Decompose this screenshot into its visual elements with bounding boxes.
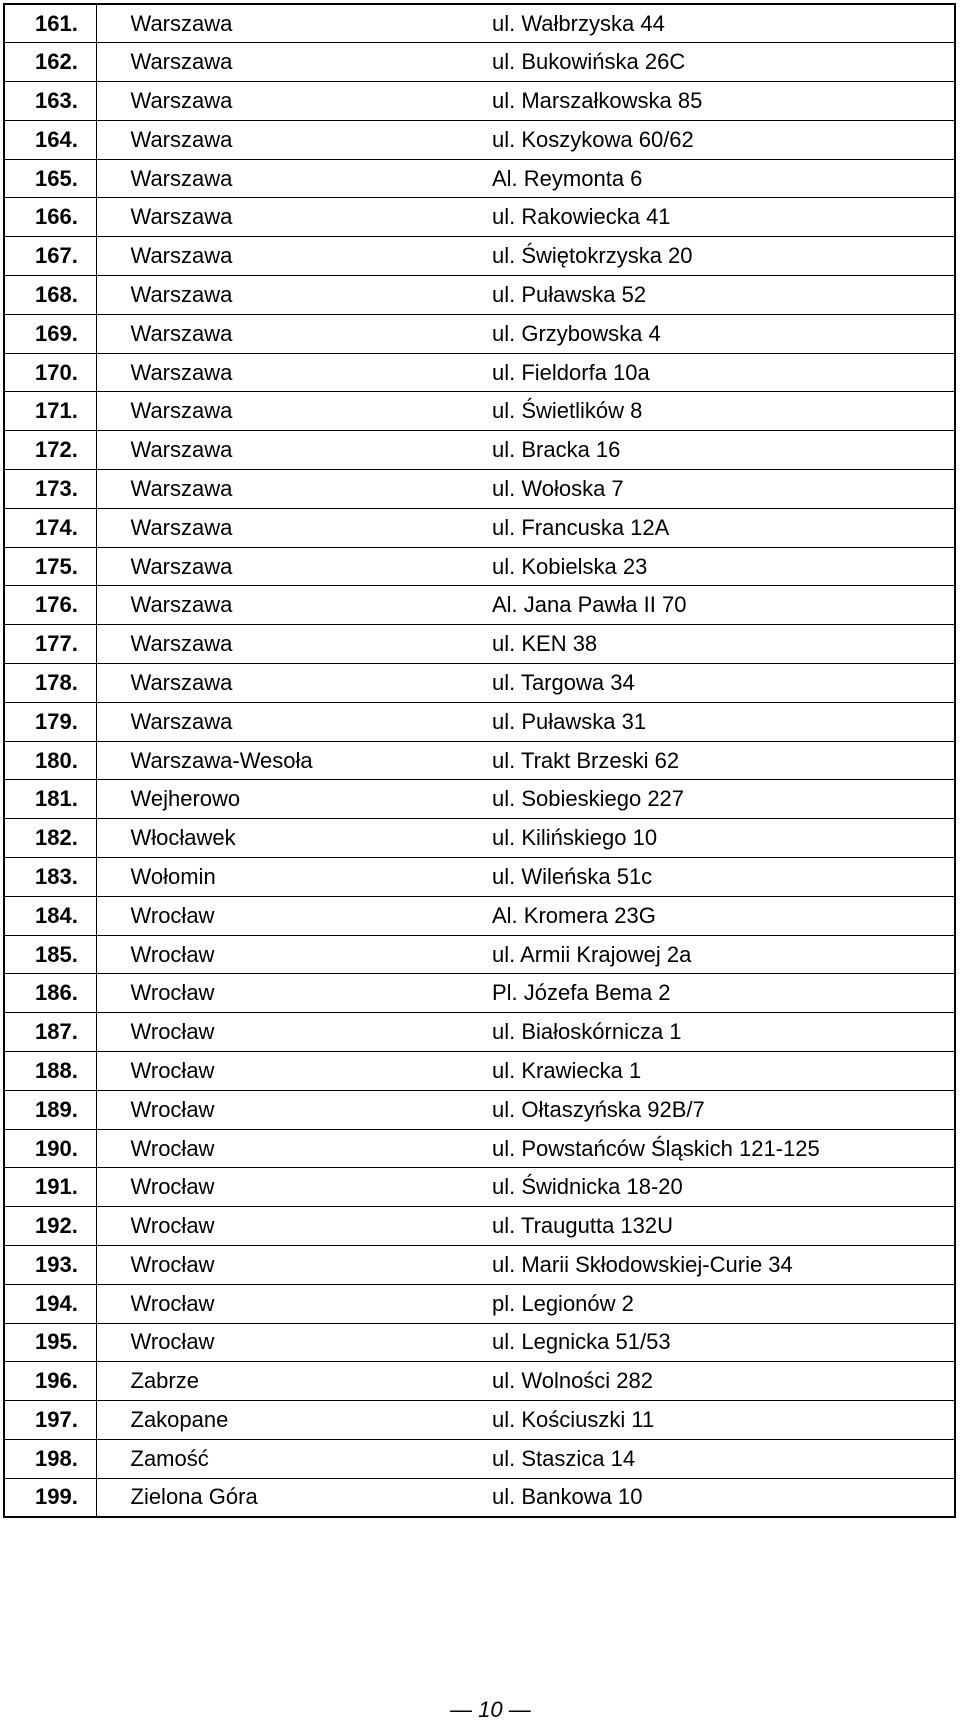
table-row <box>4 547 955 586</box>
row-number: 171. <box>4 392 96 431</box>
row-address: ul. Grzybowska 4 <box>486 314 955 353</box>
table-row <box>4 1207 955 1246</box>
row-address: ul. Traugutta 132U <box>486 1207 955 1246</box>
table-row <box>4 1090 955 1129</box>
row-city: Wrocław <box>96 1323 486 1362</box>
row-city: Warszawa <box>96 586 486 625</box>
table-row <box>4 780 955 819</box>
row-address: ul. Ołtaszyńska 92B/7 <box>486 1090 955 1129</box>
row-number: 190. <box>4 1129 96 1168</box>
table-row <box>4 353 955 392</box>
row-city: Warszawa <box>96 276 486 315</box>
row-address: Al. Jana Pawła II 70 <box>486 586 955 625</box>
row-address: ul. Marszałkowska 85 <box>486 82 955 121</box>
row-number: 198. <box>4 1439 96 1478</box>
table-row <box>4 1168 955 1207</box>
row-city: Warszawa <box>96 4 486 43</box>
row-address: ul. Trakt Brzeski 62 <box>486 741 955 780</box>
table-row <box>4 1323 955 1362</box>
table-row <box>4 664 955 703</box>
table-row <box>4 120 955 159</box>
table-row <box>4 43 955 82</box>
row-address: ul. Świdnicka 18-20 <box>486 1168 955 1207</box>
row-city: Warszawa <box>96 470 486 509</box>
table-row <box>4 819 955 858</box>
table-row <box>4 741 955 780</box>
location-table <box>3 3 956 1518</box>
row-city: Warszawa <box>96 353 486 392</box>
table-row <box>4 159 955 198</box>
table-row <box>4 82 955 121</box>
row-city: Zabrze <box>96 1362 486 1401</box>
table-row <box>4 935 955 974</box>
row-number: 178. <box>4 664 96 703</box>
row-city: Warszawa <box>96 198 486 237</box>
row-number: 183. <box>4 858 96 897</box>
row-city: Wrocław <box>96 1129 486 1168</box>
row-city: Warszawa <box>96 237 486 276</box>
table-row <box>4 702 955 741</box>
row-city: Wrocław <box>96 1052 486 1091</box>
row-city: Warszawa <box>96 508 486 547</box>
row-address: ul. Kobielska 23 <box>486 547 955 586</box>
row-address: ul. Kilińskiego 10 <box>486 819 955 858</box>
row-number: 163. <box>4 82 96 121</box>
table-row <box>4 1246 955 1285</box>
row-city: Warszawa <box>96 392 486 431</box>
page-number: — 10 — <box>450 1697 531 1722</box>
row-city: Warszawa <box>96 314 486 353</box>
row-address: ul. Wołoska 7 <box>486 470 955 509</box>
row-city: Włocławek <box>96 819 486 858</box>
row-number: 191. <box>4 1168 96 1207</box>
row-city: Wrocław <box>96 1246 486 1285</box>
row-number: 177. <box>4 625 96 664</box>
row-address: ul. Puławska 52 <box>486 276 955 315</box>
row-city: Zamość <box>96 1439 486 1478</box>
row-number: 196. <box>4 1362 96 1401</box>
row-city: Zielona Góra <box>96 1478 486 1517</box>
table-row <box>4 896 955 935</box>
row-address: ul. Krawiecka 1 <box>486 1052 955 1091</box>
row-address: ul. Rakowiecka 41 <box>486 198 955 237</box>
row-address: ul. Wolności 282 <box>486 1362 955 1401</box>
row-address: ul. Wileńska 51c <box>486 858 955 897</box>
row-number: 166. <box>4 198 96 237</box>
row-address: ul. Francuska 12A <box>486 508 955 547</box>
table-row <box>4 1439 955 1478</box>
table-row <box>4 858 955 897</box>
row-city: Wrocław <box>96 1207 486 1246</box>
row-city: Warszawa <box>96 625 486 664</box>
row-number: 175. <box>4 547 96 586</box>
row-address: ul. Staszica 14 <box>486 1439 955 1478</box>
row-city: Wrocław <box>96 1090 486 1129</box>
row-number: 174. <box>4 508 96 547</box>
row-address: Al. Kromera 23G <box>486 896 955 935</box>
row-number: 182. <box>4 819 96 858</box>
row-number: 176. <box>4 586 96 625</box>
row-number: 194. <box>4 1284 96 1323</box>
row-number: 161. <box>4 4 96 43</box>
row-number: 189. <box>4 1090 96 1129</box>
row-address: ul. Bukowińska 26C <box>486 43 955 82</box>
row-city: Wrocław <box>96 896 486 935</box>
row-city: Wrocław <box>96 1168 486 1207</box>
table-row <box>4 586 955 625</box>
table-row <box>4 1284 955 1323</box>
table-row <box>4 974 955 1013</box>
row-city: Warszawa <box>96 82 486 121</box>
table-row <box>4 1013 955 1052</box>
table-row <box>4 4 955 43</box>
row-number: 184. <box>4 896 96 935</box>
row-address: ul. Legnicka 51/53 <box>486 1323 955 1362</box>
row-number: 199. <box>4 1478 96 1517</box>
row-number: 181. <box>4 780 96 819</box>
row-number: 193. <box>4 1246 96 1285</box>
row-number: 185. <box>4 935 96 974</box>
row-city: Warszawa <box>96 664 486 703</box>
row-address: ul. Targowa 34 <box>486 664 955 703</box>
row-number: 162. <box>4 43 96 82</box>
table-row <box>4 1052 955 1091</box>
table-row <box>4 276 955 315</box>
row-address: ul. Świetlików 8 <box>486 392 955 431</box>
row-number: 197. <box>4 1401 96 1440</box>
row-number: 164. <box>4 120 96 159</box>
row-address: Al. Reymonta 6 <box>486 159 955 198</box>
row-city: Warszawa-Wesoła <box>96 741 486 780</box>
row-number: 188. <box>4 1052 96 1091</box>
row-city: Wrocław <box>96 974 486 1013</box>
row-number: 195. <box>4 1323 96 1362</box>
table-row <box>4 237 955 276</box>
row-address: ul. Puławska 31 <box>486 702 955 741</box>
row-number: 169. <box>4 314 96 353</box>
row-number: 192. <box>4 1207 96 1246</box>
table-row <box>4 1362 955 1401</box>
row-number: 187. <box>4 1013 96 1052</box>
row-address: pl. Legionów 2 <box>486 1284 955 1323</box>
row-address: ul. Bankowa 10 <box>486 1478 955 1517</box>
table-row <box>4 1129 955 1168</box>
table-row <box>4 625 955 664</box>
row-address: ul. Marii Skłodowskiej-Curie 34 <box>486 1246 955 1285</box>
row-number: 168. <box>4 276 96 315</box>
row-city: Warszawa <box>96 43 486 82</box>
row-address: Pl. Józefa Bema 2 <box>486 974 955 1013</box>
row-number: 179. <box>4 702 96 741</box>
row-city: Wrocław <box>96 935 486 974</box>
row-city: Wrocław <box>96 1284 486 1323</box>
table-body <box>4 4 955 1517</box>
row-city: Warszawa <box>96 120 486 159</box>
row-city: Warszawa <box>96 159 486 198</box>
row-address: ul. Świętokrzyska 20 <box>486 237 955 276</box>
table-row <box>4 1401 955 1440</box>
table-row <box>4 470 955 509</box>
row-city: Wejherowo <box>96 780 486 819</box>
table-row <box>4 1478 955 1517</box>
table-row <box>4 431 955 470</box>
row-number: 165. <box>4 159 96 198</box>
row-city: Wrocław <box>96 1013 486 1052</box>
row-number: 172. <box>4 431 96 470</box>
row-address: ul. Wałbrzyska 44 <box>486 4 955 43</box>
row-city: Zakopane <box>96 1401 486 1440</box>
row-address: ul. Bracka 16 <box>486 431 955 470</box>
row-number: 180. <box>4 741 96 780</box>
row-address: ul. Fieldorfa 10a <box>486 353 955 392</box>
row-address: ul. Kościuszki 11 <box>486 1401 955 1440</box>
row-address: ul. Armii Krajowej 2a <box>486 935 955 974</box>
row-address: ul. Koszykowa 60/62 <box>486 120 955 159</box>
row-address: ul. Powstańców Śląskich 121-125 <box>486 1129 955 1168</box>
table-row <box>4 314 955 353</box>
row-address: ul. Sobieskiego 227 <box>486 780 955 819</box>
row-number: 167. <box>4 237 96 276</box>
row-city: Warszawa <box>96 547 486 586</box>
table-row <box>4 508 955 547</box>
row-city: Warszawa <box>96 702 486 741</box>
row-address: ul. Białoskórnicza 1 <box>486 1013 955 1052</box>
row-address: ul. KEN 38 <box>486 625 955 664</box>
row-number: 170. <box>4 353 96 392</box>
table-row <box>4 392 955 431</box>
row-city: Wołomin <box>96 858 486 897</box>
row-number: 186. <box>4 974 96 1013</box>
row-city: Warszawa <box>96 431 486 470</box>
table-row <box>4 198 955 237</box>
row-number: 173. <box>4 470 96 509</box>
